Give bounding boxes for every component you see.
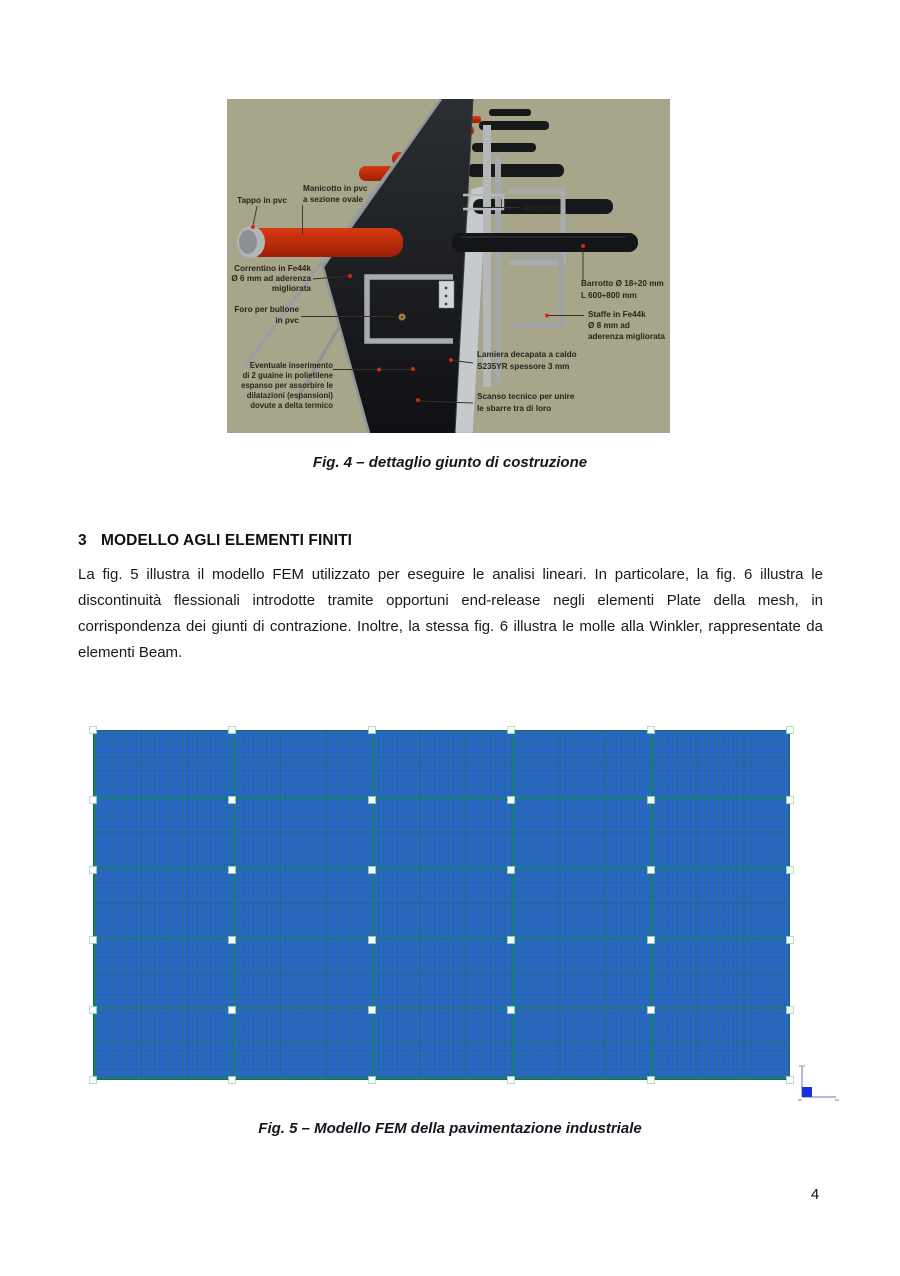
support-post <box>483 125 491 387</box>
manicotto-front <box>247 228 403 257</box>
mesh-node-marker <box>508 727 514 733</box>
mesh-node-marker <box>369 1007 375 1013</box>
label-correntino-line1: Correntino in Fe44k <box>234 264 311 273</box>
mesh-node-marker <box>229 867 235 873</box>
mesh-node-marker <box>648 727 654 733</box>
mesh-node-marker <box>787 1007 793 1013</box>
mesh-node-marker <box>648 1007 654 1013</box>
label-scanso-line1: Scanso tecnico per unire <box>477 392 575 401</box>
mesh-node-marker <box>369 937 375 943</box>
fem-mesh <box>93 730 790 1080</box>
mesh-node-marker <box>90 867 96 873</box>
axis-triad-icon <box>793 1062 843 1108</box>
mesh-node-marker <box>648 1077 654 1083</box>
axis-origin-square <box>802 1087 812 1097</box>
mesh-node-marker <box>508 1007 514 1013</box>
figure5-caption: Fig. 5 – Modello FEM della pavimentazione industriale <box>258 1120 642 1137</box>
label-scanso-line2: le sbarre tra di loro <box>477 404 552 413</box>
mesh-node-marker <box>90 727 96 733</box>
mesh-node-marker <box>508 937 514 943</box>
label-correntino-line3: migliorata <box>271 284 311 293</box>
label-staffe-line1: Staffe in Fe44k <box>588 310 646 319</box>
mesh-node-marker <box>787 727 793 733</box>
barrotto-front <box>452 233 638 252</box>
mesh-node-marker <box>508 1077 514 1083</box>
page-number: 4 <box>810 1186 820 1203</box>
label-lamiera-line1: Lamiera decapata a caldo <box>477 350 577 359</box>
figure4-illustration <box>227 99 670 433</box>
label-foro-line2: in pvc <box>275 316 299 325</box>
label-manicotto-line1: Manicotto in pvc <box>303 184 368 193</box>
mesh-node-marker <box>229 1007 235 1013</box>
label-tappo: Tappo in pvc <box>237 196 287 205</box>
mesh-node-marker <box>90 1007 96 1013</box>
label-eventuale-line3: espanso per assorbire le <box>241 381 333 390</box>
label-barrotto-line2: L 600÷800 mm <box>581 291 637 300</box>
mesh-node-marker <box>229 1077 235 1083</box>
mesh-node-marker <box>229 727 235 733</box>
foro-hole-center <box>401 316 404 319</box>
mesh-node-marker <box>90 1077 96 1083</box>
mesh-node-marker <box>229 937 235 943</box>
mesh-node-marker <box>90 937 96 943</box>
label-barrotto-line1: Barrotto Ø 18÷20 mm <box>581 279 664 288</box>
mesh-node-marker <box>90 797 96 803</box>
mesh-node-marker <box>369 867 375 873</box>
label-eventuale-line1: Eventuale inserimento <box>249 361 333 370</box>
mesh-node-marker <box>648 797 654 803</box>
mesh-node-marker <box>369 797 375 803</box>
mesh-node-marker <box>369 1077 375 1083</box>
label-manicotto-line2: a sezione ovale <box>303 195 364 204</box>
mesh-node-marker <box>229 797 235 803</box>
label-eventuale-line5: dovute a delta termico <box>250 401 333 410</box>
figure4-caption: Fig. 4 – dettaglio giunto di costruzione <box>312 454 588 471</box>
mesh-node-marker <box>369 727 375 733</box>
bolt-dot <box>445 295 448 298</box>
mesh-node-marker <box>787 797 793 803</box>
label-eventuale-line4: dilatazioni (espansioni) <box>246 391 333 400</box>
label-staffe-line3: aderenza migliorata <box>588 332 665 341</box>
bolt-dot <box>445 303 448 306</box>
tappo-cap-face <box>239 230 257 254</box>
label-correntino-line2: Ø 6 mm ad aderenza <box>231 274 311 283</box>
label-lamiera-line2: S235YR spessore 3 mm <box>477 362 570 371</box>
label-foro-line1: Foro per bullone <box>234 305 299 314</box>
mesh-node-marker <box>787 867 793 873</box>
mesh-node-marker <box>648 937 654 943</box>
label-staffe-line2: Ø 8 mm ad <box>588 321 630 330</box>
construction-joint-diagram <box>227 99 670 433</box>
label-eventuale-line2: di 2 guaine in polietilene <box>242 371 333 380</box>
mesh-node-marker <box>648 867 654 873</box>
bolt-dot <box>445 287 448 290</box>
section-number: 3 <box>78 532 87 549</box>
label-raccordo: Raccordo <box>523 204 561 213</box>
section-heading <box>78 532 352 550</box>
mesh-node-marker <box>787 937 793 943</box>
section-title: MODELLO AGLI ELEMENTI FINITI <box>101 532 353 549</box>
mesh-node-marker <box>508 797 514 803</box>
mesh-node-marker <box>508 867 514 873</box>
body-paragraph: La fig. 5 illustra il modello FEM utilizzato per eseguire le analisi lineari. In particolare, la fig. 6 illustra le discontinuità flessionali introdotte tramite opportuni end-release negli elementi Plate della mesh, in corrispondenza dei giunti di contrazione. Inoltre, la stessa fig. 6 illustra le molle alla Winkler, rappresentate da elementi Beam. <box>78 566 823 661</box>
